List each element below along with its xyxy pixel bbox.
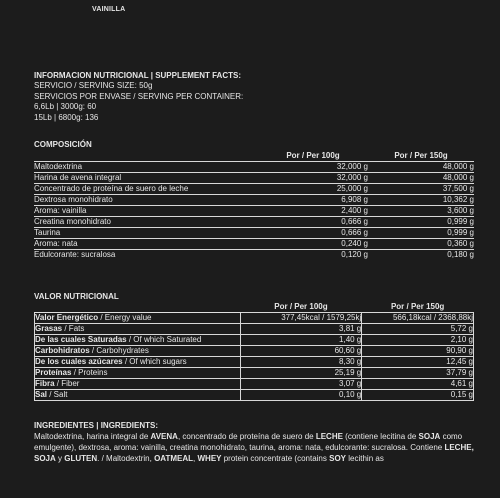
servings-title: SERVICIOS POR ENVASE / SERVING PER CONTAINER: bbox=[34, 91, 244, 101]
nutrient-name bbox=[35, 368, 241, 379]
composition-title: COMPOSICIÓN bbox=[34, 140, 92, 149]
amount-per-100g: 6,908 g bbox=[258, 195, 368, 206]
value-per-150g: 566,18kcal / 2368,88kj bbox=[362, 313, 474, 324]
nutrient-name-en: / Energy value bbox=[98, 313, 152, 322]
nutrient-name-en: / Of which sugars bbox=[122, 357, 187, 366]
servings-6lb: 6,6Lb | 3000g: 60 bbox=[34, 102, 97, 112]
amount-per-100g: 2,400 g bbox=[258, 206, 368, 217]
ingredients-title: INGREDIENTES | INGREDIENTS: bbox=[34, 421, 159, 430]
ingredient-text: (contiene lecitina de bbox=[342, 432, 419, 441]
nutrient-name-es: Fibra bbox=[35, 379, 55, 388]
amount-per-100g: 0,120 g bbox=[258, 250, 368, 261]
amount-per-100g: 32,000 g bbox=[258, 162, 368, 173]
ingredient-text: Maltodextrina, harina integral de bbox=[34, 432, 151, 441]
allergen-text: SOJA bbox=[418, 432, 441, 441]
composition-row bbox=[34, 173, 474, 184]
serving-size: SERVICIO / SERVING SIZE: 50g bbox=[34, 81, 153, 91]
amount-per-150g: 0,360 g bbox=[368, 239, 474, 250]
supplement-facts bbox=[34, 71, 243, 123]
value-per-100g: 25,19 g bbox=[240, 368, 362, 379]
amount-per-150g: 37,500 g bbox=[368, 184, 474, 195]
nutrition-row bbox=[35, 346, 474, 357]
composition-col-100g: Por / Per 100g bbox=[286, 151, 340, 160]
ingredient-name: Dextrosa monohidrato bbox=[34, 195, 258, 206]
composition-row bbox=[34, 228, 474, 239]
nutrient-name bbox=[35, 357, 241, 368]
nutrition-row bbox=[35, 368, 474, 379]
value-per-150g: 0,15 g bbox=[362, 390, 474, 401]
nutrient-name-en: / Fats bbox=[62, 324, 85, 333]
nutrition-title: VALOR NUTRICIONAL bbox=[34, 292, 119, 301]
nutrition-row bbox=[35, 324, 474, 335]
nutrition-row bbox=[35, 313, 474, 324]
amount-per-100g: 0,666 g bbox=[258, 217, 368, 228]
composition-row bbox=[34, 239, 474, 250]
nutrient-name-es: Grasas bbox=[35, 324, 63, 333]
nutrient-name bbox=[35, 379, 241, 390]
composition-row bbox=[34, 206, 474, 217]
composition-row bbox=[34, 250, 474, 261]
value-per-150g: 12,45 g bbox=[362, 357, 474, 368]
value-per-100g: 0,10 g bbox=[240, 390, 362, 401]
nutrient-name-es: De los cuales azúcares bbox=[35, 357, 123, 366]
ingredient-text: lecithin as bbox=[346, 454, 384, 463]
nutrient-name-es: Carbohidratos bbox=[35, 346, 90, 355]
ingredient-name: Harina de avena integral bbox=[34, 173, 258, 184]
nutrient-name-es: Sal bbox=[35, 390, 48, 399]
ingredient-text: como emulgente), dextrosa, aroma: vainilla, creatina monohidrato, taurina, aroma: nata, edulcorante: sucralosa. Contiene bbox=[34, 432, 463, 452]
value-per-150g: 4,61 g bbox=[362, 379, 474, 390]
value-per-100g: 60,60 g bbox=[240, 346, 362, 357]
flavor-label: VAINILLA bbox=[92, 6, 126, 13]
value-per-100g: 3,07 g bbox=[240, 379, 362, 390]
amount-per-150g: 0,180 g bbox=[368, 250, 474, 261]
allergen-text: LECHE, SOJA bbox=[34, 443, 474, 463]
ingredient-text: protein concentrate (contains bbox=[221, 454, 330, 463]
ingredients-text bbox=[34, 431, 479, 464]
allergen-text: LECHE bbox=[315, 432, 343, 441]
nutrition-col-100g: Por / Per 100g bbox=[274, 302, 328, 311]
value-per-100g: 8,30 g bbox=[240, 357, 362, 368]
composition-row bbox=[34, 195, 474, 206]
nutrient-name-en: / Proteins bbox=[71, 368, 108, 377]
allergen-text: SOY bbox=[329, 454, 347, 463]
allergen-text: AVENA bbox=[150, 432, 178, 441]
amount-per-150g: 0,999 g bbox=[368, 217, 474, 228]
composition-row bbox=[34, 162, 474, 173]
ingredient-name: Edulcorante: sucralosa bbox=[34, 250, 258, 261]
amount-per-150g: 3,600 g bbox=[368, 206, 474, 217]
amount-per-150g: 0,999 g bbox=[368, 228, 474, 239]
ingredient-text: , bbox=[193, 454, 198, 463]
allergen-text: GLUTEN bbox=[64, 454, 98, 463]
value-per-150g: 37,79 g bbox=[362, 368, 474, 379]
amount-per-150g: 48,000 g bbox=[368, 173, 474, 184]
composition-row bbox=[34, 184, 474, 195]
nutrition-table bbox=[34, 302, 474, 401]
nutrient-name-en: / Salt bbox=[47, 390, 68, 399]
ingredient-name: Taurina bbox=[34, 228, 258, 239]
value-per-150g: 2,10 g bbox=[362, 335, 474, 346]
amount-per-100g: 0,666 g bbox=[258, 228, 368, 239]
nutrient-name-en: / Carbohydrates bbox=[89, 346, 149, 355]
amount-per-100g: 25,000 g bbox=[258, 184, 368, 195]
facts-title: INFORMACION NUTRICIONAL | SUPPLEMENT FACTS: bbox=[34, 71, 241, 80]
ingredient-name: Aroma: nata bbox=[34, 239, 258, 250]
nutrient-name bbox=[35, 390, 241, 401]
ingredient-text: . / Maltodextrin, bbox=[97, 454, 155, 463]
nutrient-name-es: Valor Energético bbox=[35, 313, 99, 322]
nutrient-name bbox=[35, 324, 241, 335]
amount-per-150g: 48,000 g bbox=[368, 162, 474, 173]
nutrient-name-es: Proteínas bbox=[35, 368, 72, 377]
ingredient-name: Creatina monohidrato bbox=[34, 217, 258, 228]
composition-table bbox=[34, 151, 474, 260]
nutrient-name bbox=[35, 346, 241, 357]
allergen-text: OATMEAL bbox=[154, 454, 194, 463]
nutrient-name bbox=[35, 335, 241, 346]
amount-per-100g: 32,000 g bbox=[258, 173, 368, 184]
nutrition-row bbox=[35, 357, 474, 368]
ingredient-name: Maltodextrina bbox=[34, 162, 258, 173]
ingredients bbox=[34, 420, 479, 464]
value-per-100g: 377,45kcal / 1579,25kj bbox=[240, 313, 362, 324]
nutrition-row bbox=[35, 379, 474, 390]
nutrient-name-en: / Of which Saturated bbox=[126, 335, 202, 344]
value-per-150g: 90,90 g bbox=[362, 346, 474, 357]
composition-col-150g: Por / Per 150g bbox=[394, 151, 448, 160]
nutrition-row bbox=[35, 335, 474, 346]
servings-15lb: 15Lb | 6800g: 136 bbox=[34, 112, 99, 122]
composition-row bbox=[34, 217, 474, 228]
value-per-100g: 1,40 g bbox=[240, 335, 362, 346]
nutrition-col-150g: Por / Per 150g bbox=[390, 302, 445, 311]
ingredient-text: , concentrado de proteína de suero de bbox=[177, 432, 316, 441]
nutrition-row bbox=[35, 390, 474, 401]
nutrient-name-es: De las cuales Saturadas bbox=[35, 335, 127, 344]
ingredient-name: Aroma: vainilla bbox=[34, 206, 258, 217]
nutrient-name-en: / Fiber bbox=[54, 379, 80, 388]
ingredient-name: Concentrado de proteína de suero de leche bbox=[34, 184, 258, 195]
allergen-text: WHEY bbox=[197, 454, 222, 463]
amount-per-100g: 0,240 g bbox=[258, 239, 368, 250]
amount-per-150g: 10,362 g bbox=[368, 195, 474, 206]
nutrient-name bbox=[35, 313, 241, 324]
value-per-100g: 3,81 g bbox=[240, 324, 362, 335]
value-per-150g: 5,72 g bbox=[362, 324, 474, 335]
ingredient-text: y bbox=[55, 454, 65, 463]
